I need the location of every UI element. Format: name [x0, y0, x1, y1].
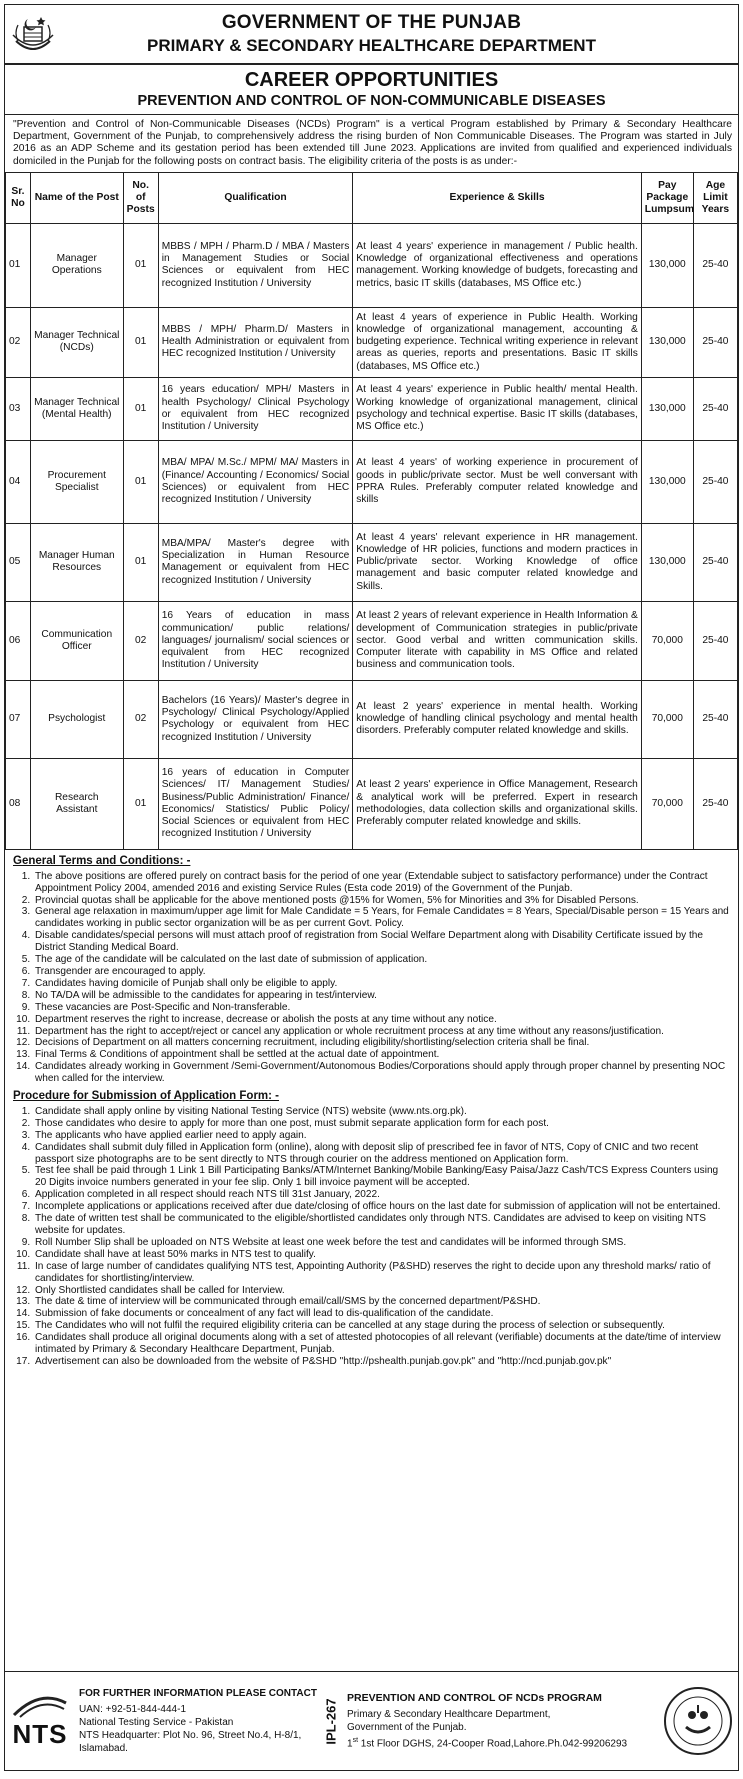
cell-post-name: Manager Human Resources	[30, 523, 123, 601]
list-item: 6. Application completed in all respect should reach NTS till 31st January, 2022.	[33, 1189, 732, 1201]
cell-experience: At least 2 years' experience in Office Management, Research & analytical work will be preferred. Expert in research methodologies, data collection skills and organizational skills. Preferably computer related knowledge and skills.	[353, 758, 642, 849]
list-item: 1. The above positions are offered purely on contract basis for the period of one year (Extendable subject to satisfactory performance) under the Contract Appointment Policy 2004, amended 2016 and existing Service Rules (Esta code 2019) of the Government of the Punjab.	[33, 871, 732, 895]
list-item: 1. Candidate shall apply online by visiting National Testing Service (NTS) website (www.nts.org.pk).	[33, 1106, 732, 1118]
program-line3: 1st 1st Floor DGHS, 24-Cooper Road,Lahore.Ph.042-99206293	[347, 1736, 628, 1750]
procedure-list	[11, 1106, 732, 1368]
col-header-posts: No. of Posts	[123, 172, 158, 223]
cell-experience: At least 4 years of experience in Public Health. Working knowledge of organizational management, accounting & budgeting experience. Technical writing experience in relevant areas as queries, reports and presentations. Basic IT skills (databases, MS Office etc.)	[353, 307, 642, 377]
table-row	[6, 377, 738, 440]
list-item: 17. Advertisement can also be downloaded from the website of P&SHD "http://pshealth.punjab.gov.pk" and "http://ncd.punjab.gov.pk"	[33, 1356, 732, 1368]
cell-experience: At least 4 years' experience in Public health/ mental Health. Working knowledge of organizational management, clinical psychology and technical expertise. Basic IT skills (databases, MS Office etc.)	[353, 377, 642, 440]
list-item: 6. Transgender are encouraged to apply.	[33, 966, 732, 978]
program-title: PREVENTION AND CONTROL OF NCDs PROGRAM	[347, 1691, 602, 1704]
col-header-pay: Pay Package Lumpsum	[641, 172, 693, 223]
department-title: PRIMARY & SECONDARY HEALTHCARE DEPARTMENT	[147, 36, 596, 55]
cell-age: 25-40	[693, 223, 737, 307]
advertisement-page	[4, 4, 739, 1771]
list-item: 16. Candidates shall produce all original documents along with a set of attested photocopies of all relevant (verifiable) documents at the date/time of interview intimated by Primary & Secondary Healthcare Department, Punjab.	[33, 1332, 732, 1356]
cell-qualification: 16 Years of education in mass communication/ public relations/ languages/ journalism/ social sciences or equivalent from HEC recognized Institution / University	[158, 601, 353, 680]
cell-experience: At least 2 years of relevant experience in Health Information & development of Communication strategies in public/private sector. Good verbal and written communication skills. Computer literate with capability in MS Office and related business and communication tools.	[353, 601, 642, 680]
cell-pay: 130,000	[641, 307, 693, 377]
cell-pay: 130,000	[641, 377, 693, 440]
ipl-code	[321, 1677, 341, 1765]
list-item: 10. Department reserves the right to increase, decrease or abolish the posts at any time without any notice.	[33, 1014, 732, 1026]
cell-post-name: Manager Technical (Mental Health)	[30, 377, 123, 440]
contact-title: FOR FURTHER INFORMATION PLEASE CONTACT	[79, 1688, 317, 1699]
procedure-section	[5, 1091, 738, 1368]
cell-sr: 07	[6, 680, 31, 758]
footer	[5, 1671, 738, 1770]
terms-section	[5, 856, 738, 1085]
cell-pay: 130,000	[641, 523, 693, 601]
cell-pay: 70,000	[641, 601, 693, 680]
cell-experience: At least 4 years' experience in management / Public health. Knowledge of organizational effectiveness and operations management. Working knowledge of budgets, forecasting and metrics, basic IT skills (databases, MS Office etc.)	[353, 223, 642, 307]
list-item: 7. Candidates having domicile of Punjab shall only be eligible to apply.	[33, 978, 732, 990]
program-line2: Government of the Punjab.	[347, 1721, 467, 1733]
cell-age: 25-40	[693, 758, 737, 849]
list-item: 4. Disable candidates/special persons will must attach proof of registration from Social Welfare Department along with Disability Certificate issued by the District Standing Medical Board.	[33, 930, 732, 954]
program-line3-text: 1st Floor DGHS, 24-Cooper Road,Lahore.Ph.042-99206293	[360, 1738, 628, 1750]
cell-sr: 05	[6, 523, 31, 601]
list-item: 7. Incomplete applications or applications received after due date/closing of office hours on the last date for submission of application will not be entertained.	[33, 1201, 732, 1213]
list-item: 3. General age relaxation in maximum/upper age limit for Male Candidate = 5 Years, for Female Candidates = 8 Years, Special/Disable person = 15 Years and candidates working in public sector organization will be as per current Govt. Policy.	[33, 906, 732, 930]
cell-posts: 02	[123, 601, 158, 680]
list-item: 14. Submission of fake documents or concealment of any fact will lead to dis-qualification of the candidate.	[33, 1308, 732, 1320]
procedure-title: Procedure for Submission of Application Form: -	[13, 1090, 280, 1103]
list-item: 2. Those candidates who desire to apply for more than one post, must submit separate application form for each post.	[33, 1118, 732, 1130]
cell-sr: 06	[6, 601, 31, 680]
program-line1: Primary & Secondary Healthcare Department,	[347, 1708, 551, 1720]
contact-org: National Testing Service - Pakistan	[79, 1717, 234, 1728]
nts-logo-text: NTS	[12, 1718, 68, 1749]
cell-age: 25-40	[693, 523, 737, 601]
table-row	[6, 523, 738, 601]
cell-qualification: 16 years education/ MPH/ Masters in health Psychology/ Clinical Psychology or equivalent from HEC recognized Institution / University	[158, 377, 353, 440]
punjab-emblem-logo	[5, 8, 61, 60]
cell-post-name: Research Assistant	[30, 758, 123, 849]
cell-sr: 01	[6, 223, 31, 307]
list-item: 9. These vacancies are Post-Specific and Non-transferable.	[33, 1002, 732, 1014]
table-row	[6, 223, 738, 307]
nts-logo	[5, 1677, 75, 1765]
cell-sr: 02	[6, 307, 31, 377]
list-item: 8. No TA/DA will be admissible to the candidates for appearing in test/interview.	[33, 990, 732, 1002]
cell-experience: At least 4 years' of working experience in procurement of goods in public/private sector. Must be well conversant with PPRA Rules. Preferably computer related knowledge and skills	[353, 440, 642, 523]
list-item: 13. Final Terms & Conditions of appointment shall be settled at the actual date of appointment.	[33, 1049, 732, 1061]
cell-qualification: MBBS / MPH / Pharm.D / MBA / Masters in Management Studies or Social Sciences or equivalent from HEC recognized Institution / University	[158, 223, 353, 307]
list-item: 11. Department has the right to accept/reject or cancel any application or whole recruitment process at any time without any reasons/justification.	[33, 1026, 732, 1038]
cell-qualification: Bachelors (16 Years)/ Master's degree in Psychology/ Clinical Psychology/Applied Psychology or equivalent from HEC recognized Institution / University	[158, 680, 353, 758]
cell-sr: 08	[6, 758, 31, 849]
terms-list	[11, 871, 732, 1085]
list-item: 15. The Candidates who will not fulfil the required eligibility criteria can be cancelled at any stage during the process of selection or subsequently.	[33, 1320, 732, 1332]
ncd-program-seal-icon	[658, 1677, 738, 1765]
cell-posts: 01	[123, 377, 158, 440]
cell-age: 25-40	[693, 377, 737, 440]
government-title: GOVERNMENT OF THE PUNJAB	[221, 12, 522, 33]
list-item: 9. Roll Number Slip shall be uploaded on NTS Website at least one week before the test and candidates will be informed through SMS.	[33, 1237, 732, 1249]
cell-age: 25-40	[693, 307, 737, 377]
cell-posts: 01	[123, 223, 158, 307]
list-item: 10. Candidate shall have at least 50% marks in NTS test to qualify.	[33, 1249, 732, 1261]
nts-swoosh-icon	[10, 1693, 70, 1719]
list-item: 12. Only Shortlisted candidates shall be called for Interview.	[33, 1285, 732, 1297]
cell-qualification: 16 years of education in Computer Sciences/ IT/ Management Studies/ Business/Public Administration/ Finance/ Economics/ Statistics/ Public Policy/ Social Sciences or equivalent from HEC recognized Institution / University	[158, 758, 353, 849]
table-row	[6, 307, 738, 377]
cell-qualification: MBA/ MPA/ M.Sc./ MPM/ MA/ Masters in (Finance/ Accounting / Economics/ Social Sciences) or equivalent from HEC recognized Institution / University	[158, 440, 353, 523]
intro-paragraph: "Prevention and Control of Non-Communicable Diseases (NCDs) Program" is a vertical Program established by Primary & Secondary Healthcare Department, Government of the Punjab, to comprehensively address the rising burden of Non Communicable Diseases. The Program was started in July 2016 as an ADP Scheme and its gestation period has been extended till June 2023. Applications are invited from qualified and experienced individuals domiciled in the Punjab for the following posts on contract basis. The eligibility criteria of the posts is as under:-	[13, 119, 732, 167]
banner-subtitle: PREVENTION AND CONTROL OF NON-COMMUNICABLE DISEASES	[137, 93, 606, 109]
cell-post-name: Communication Officer	[30, 601, 123, 680]
table-row	[6, 758, 738, 849]
list-item: 5. Test fee shall be paid through 1 Link 1 Bill Participating Banks/ATM/Internet Banking/Mobile Banking/Easy Paisa/Jazz Cash/TCS Express Counters using 20 Digits invoice numbers generated in your fee slip. Only 1 bill invoice payment will be accepted.	[33, 1165, 732, 1189]
table-row	[6, 601, 738, 680]
cell-post-name: Manager Technical (NCDs)	[30, 307, 123, 377]
table-header-row	[6, 172, 738, 223]
table-row	[6, 680, 738, 758]
list-item: 8. The date of written test shall be communicated to the eligible/shortlisted candidates only through NTS. Candidates are advised to keep on visiting NTS website for updates.	[33, 1213, 732, 1237]
cell-age: 25-40	[693, 680, 737, 758]
col-header-name: Name of the Post	[30, 172, 123, 223]
list-item: 12. Decisions of Department on all matters concerning recruitment, including eligibility/shortlisting/selection criteria shall be final.	[33, 1037, 732, 1049]
banner	[5, 65, 738, 115]
list-item: 13. The date & time of interview will be communicated through email/call/SMS by the concerned department/P&SHD.	[33, 1296, 732, 1308]
cell-age: 25-40	[693, 601, 737, 680]
ipl-code-text: IPL-267	[323, 1697, 339, 1745]
banner-title: CAREER OPPORTUNITIES	[244, 69, 499, 91]
contact-info	[75, 1687, 321, 1755]
cell-pay: 70,000	[641, 758, 693, 849]
cell-qualification: MBA/MPA/ Master's degree with Specialization in Human Resource Management or equivalent from HEC recognized Institution / University	[158, 523, 353, 601]
cell-post-name: Procurement Specialist	[30, 440, 123, 523]
cell-post-name: Manager Operations	[30, 223, 123, 307]
header	[5, 5, 738, 65]
program-info	[341, 1692, 658, 1750]
list-item: 3. The applicants who have applied earlier need to apply again.	[33, 1130, 732, 1142]
cell-pay: 130,000	[641, 223, 693, 307]
cell-pay: 130,000	[641, 440, 693, 523]
cell-posts: 02	[123, 680, 158, 758]
list-item: 5. The age of the candidate will be calculated on the last date of submission of application.	[33, 954, 732, 966]
list-item: 2. Provincial quotas shall be applicable for the above mentioned posts @15% for Women, 5% for Minorities and 3% for Disabled Persons.	[33, 895, 732, 907]
cell-sr: 03	[6, 377, 31, 440]
cell-pay: 70,000	[641, 680, 693, 758]
col-header-age: Age Limit Years	[693, 172, 737, 223]
cell-posts: 01	[123, 307, 158, 377]
cell-experience: At least 4 years' relevant experience in HR management. Knowledge of HR policies, functions and modern practices in Public/private sector. Working Knowledge of office management and basic computer related knowledge and Skills.	[353, 523, 642, 601]
contact-uan: UAN: +92-51-844-444-1	[79, 1704, 187, 1715]
col-header-qualification: Qualification	[158, 172, 353, 223]
terms-title: General Terms and Conditions: -	[13, 854, 191, 867]
list-item: 11. In case of large number of candidates qualifying NTS test, Appointing Authority (P&SHD) reserves the right to decide upon any threshold marks/ ratio of candidates for shortlisting/interview.	[33, 1261, 732, 1285]
list-item: 4. Candidates shall submit duly filled in Application form (online), along with deposit slip of prescribed fee in favor of NTS, Copy of CNIC and two recent passport size photographs are to be sent directly to NTS through courier on the address mentioned on Application form.	[33, 1142, 732, 1166]
cell-post-name: Psychologist	[30, 680, 123, 758]
col-header-sr: Sr. No	[6, 172, 31, 223]
cell-posts: 01	[123, 758, 158, 849]
list-item: 14. Candidates already working in Government /Semi-Government/Autonomous Bodies/Corporations should apply through proper channel by presenting NOC when called for the interview.	[33, 1061, 732, 1085]
cell-posts: 01	[123, 523, 158, 601]
cell-experience: At least 2 years' experience in mental health. Working knowledge of handling clinical psychology and mental health disorders. Preferably computer related knowledge and skills.	[353, 680, 642, 758]
cell-qualification: MBBS / MPH/ Pharm.D/ Masters in Health Administration or equivalent from HEC recognized Institution / University	[158, 307, 353, 377]
cell-sr: 04	[6, 440, 31, 523]
cell-posts: 01	[123, 440, 158, 523]
col-header-experience: Experience & Skills	[353, 172, 642, 223]
contact-address: NTS Headquarter: Plot No. 96, Street No.4, H-8/1, Islamabad.	[79, 1730, 302, 1754]
posts-table	[5, 172, 738, 850]
cell-age: 25-40	[693, 440, 737, 523]
table-row	[6, 440, 738, 523]
